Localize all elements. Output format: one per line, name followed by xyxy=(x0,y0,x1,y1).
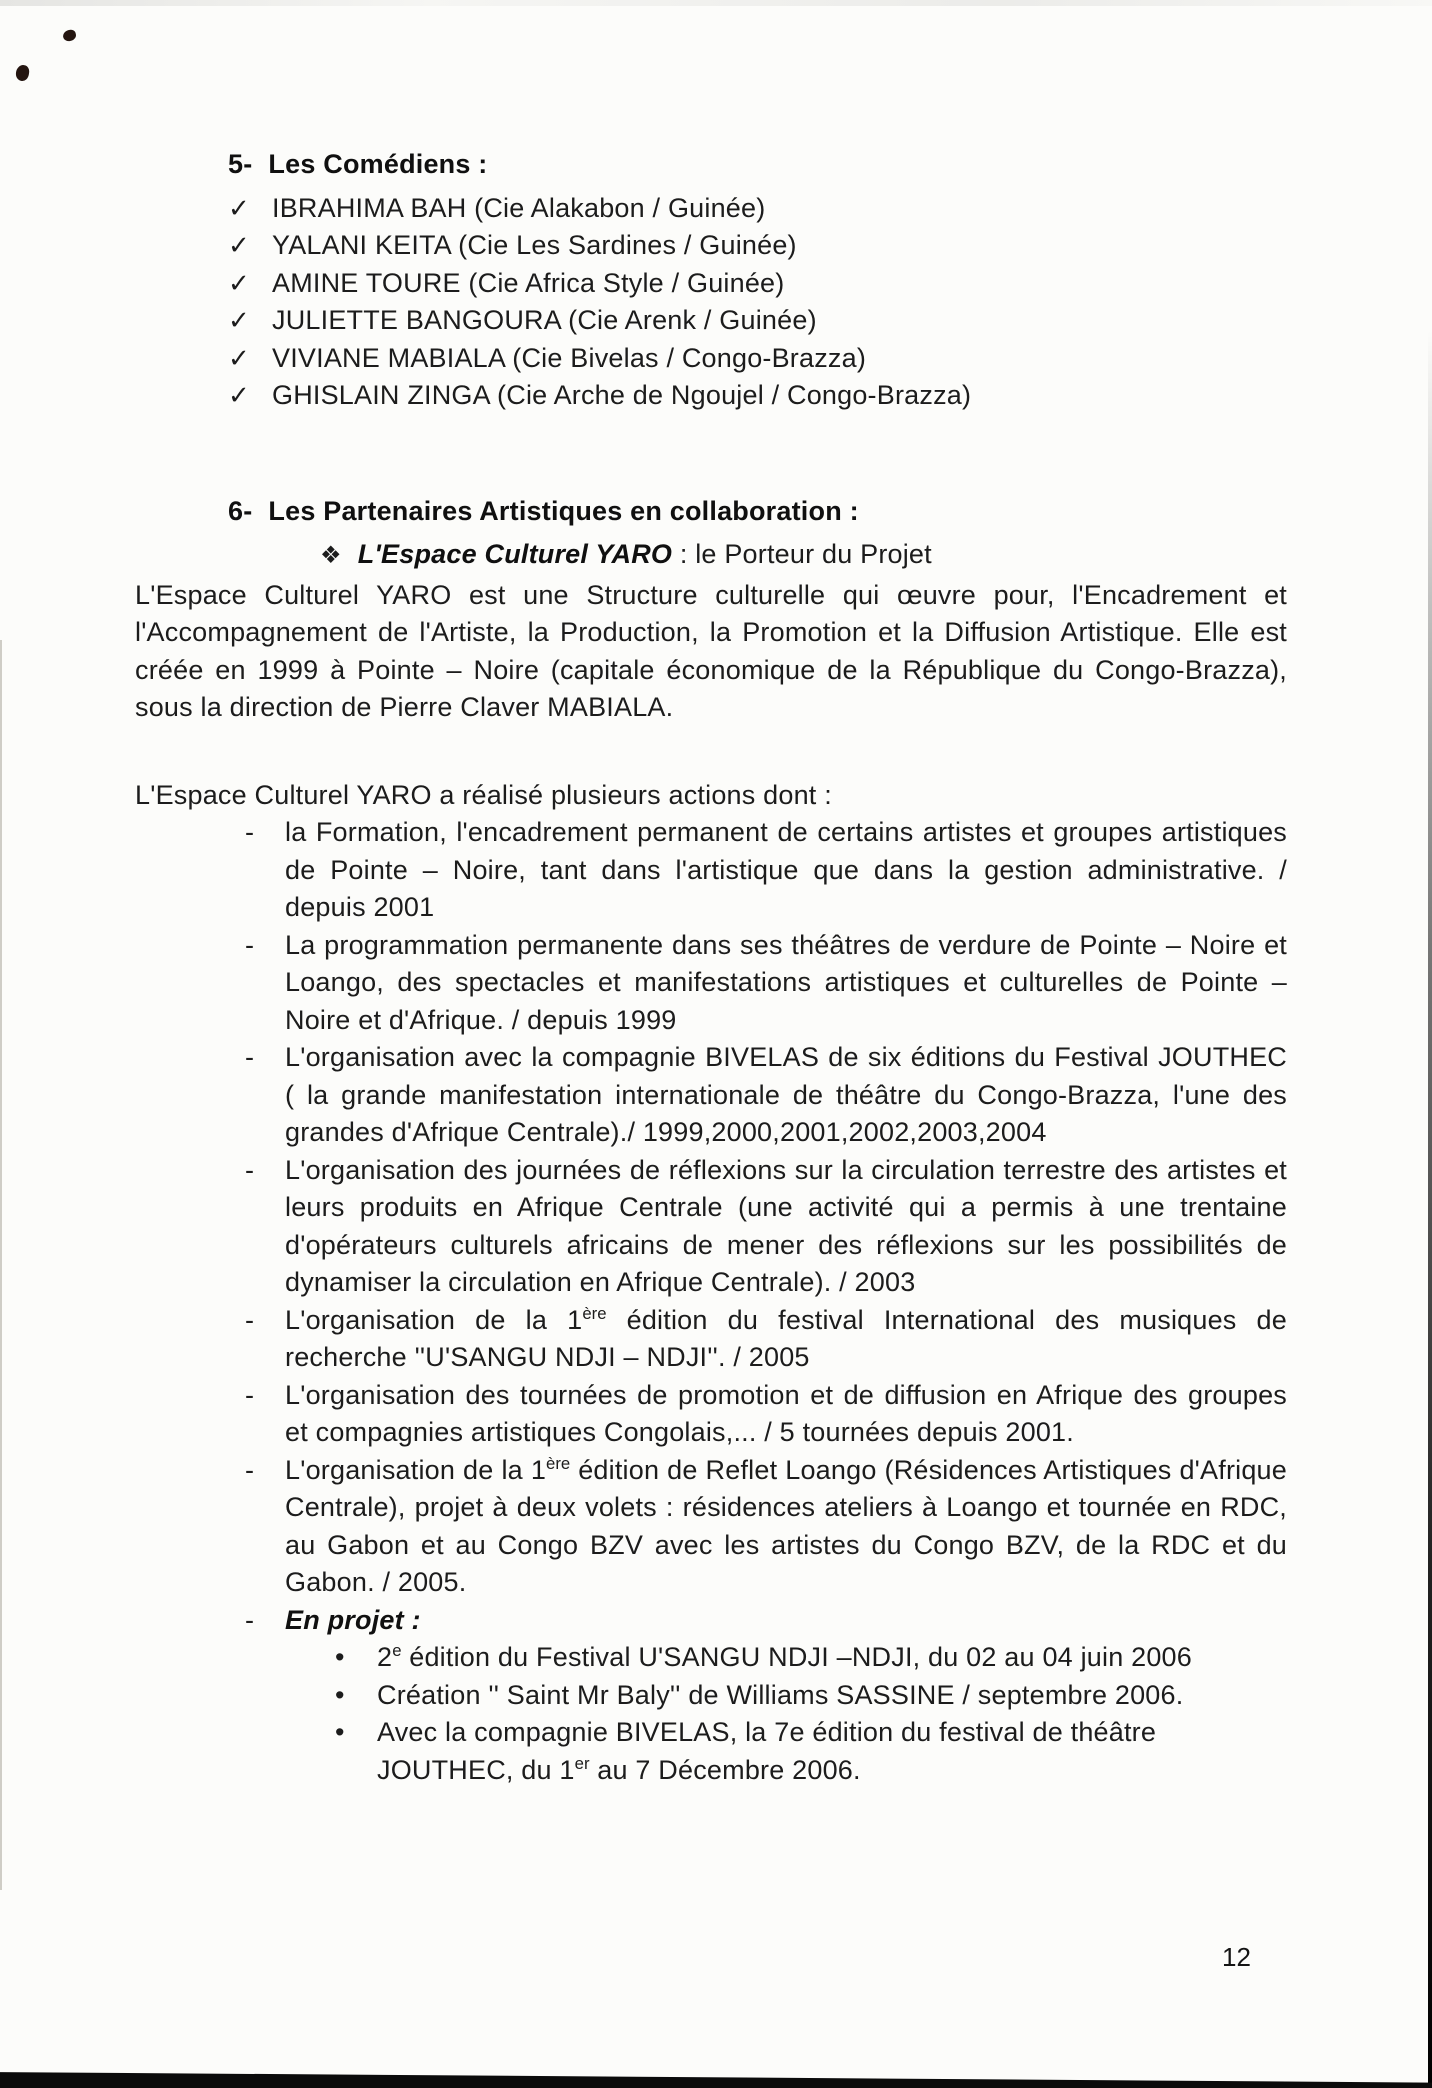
porteur-label: L'Espace Culturel YARO xyxy=(357,539,673,569)
checkmark-icon: ✓ xyxy=(228,305,250,335)
list-item xyxy=(228,265,1287,303)
dash-bullet-icon: - xyxy=(245,1304,255,1335)
checkmark-icon: ✓ xyxy=(228,342,250,373)
paragraph: L'Espace Culturel YARO est une Structure culturelle qui œuvre pour, l'Encadrement et l'Accompagnement de l'Artiste, la Production, la Promotion et la Diffusion Artistique. Elle est créée en 1999 à Pointe – Noire (capitale économique de la République du Congo-Brazza), sous la direction de Pierre Claver MABIALA. xyxy=(135,579,1287,722)
projet-text: Création '' Saint Mr Baly'' de Williams SASSINE / septembre 2006. xyxy=(377,1679,1184,1710)
dash-bullet-icon: - xyxy=(245,1042,255,1072)
comedian-name: GHISLAIN ZINGA (Cie Arche de Ngoujel / Congo-Brazza) xyxy=(272,380,972,410)
projet-text: 2e édition du Festival U'SANGU NDJI –NDJI, du 02 au 04 juin 2006 xyxy=(377,1641,1192,1672)
porteur-line xyxy=(320,536,1287,575)
dot-bullet-icon: • xyxy=(335,1679,345,1710)
section5-heading xyxy=(228,146,1287,184)
dash-bullet-icon: - xyxy=(245,1454,255,1485)
action-text: L'organisation de la 1ère édition de Reflet Loango (Résidences Artistiques d'Afrique Centrale), projet à deux volets : résidences ateliers à Loango et tournée en RDC, au Gabon et au Congo BZV avec les artistes du Congo BZV, de la RDC et du Gabon. / 2005. xyxy=(285,1453,1287,1597)
comedian-name: JULIETTE BANGOURA (Cie Arenk / Guinée) xyxy=(272,305,817,335)
action-text: L'organisation des journées de réflexions sur la circulation terrestre des artistes et leurs produits en Afrique Centrale (une activité qui a permis à une trentaine d'opérateurs culturels africains de mener des réflexions sur les possibilités de dynamiser la circulation en Afrique Centrale). / 2003 xyxy=(285,1154,1287,1297)
list-item xyxy=(228,190,1287,228)
dash-bullet-icon: - xyxy=(245,1379,255,1410)
action-text: la Formation, l'encadrement permanent de certains artistes et groupes artistiques de Pointe – Noire, tant dans l'artistique que dans la gestion administrative. / depuis 2001 xyxy=(285,817,1287,922)
scan-speck xyxy=(62,29,77,43)
list-item xyxy=(245,927,1287,1040)
comedian-name: IBRAHIMA BAH (Cie Alakabon / Guinée) xyxy=(272,192,766,223)
porteur-rest: : le Porteur du Projet xyxy=(672,539,932,569)
list-item xyxy=(245,1602,1287,1640)
action-text: L'organisation des tournées de promotion et de diffusion en Afrique des groupes et compagnies artistiques Congolais,... / 5 tournées depuis 2001. xyxy=(285,1379,1287,1447)
section5-title: Les Comédiens : xyxy=(268,149,488,179)
scan-top-edge xyxy=(0,0,1432,6)
action-text: La programmation permanente dans ses théâtres de verdure de Pointe – Noire et Loango, des spectacles et manifestations artistiques et culturelles de Pointe – Noire et d'Afrique. / depuis 1999 xyxy=(285,929,1287,1035)
en-projet-label: En projet : xyxy=(285,1604,421,1635)
list-item xyxy=(245,1452,1287,1602)
list-item xyxy=(335,1677,1287,1715)
document-content xyxy=(135,146,1287,1789)
action-text: L'organisation de la 1ère édition du festival International des musiques de recherche ''U'SANGU NDJI – NDJI''. / 2005 xyxy=(285,1303,1287,1372)
actions-intro: L'Espace Culturel YARO a réalisé plusieurs actions dont : xyxy=(135,779,832,810)
list-item xyxy=(335,1639,1287,1677)
scan-speck xyxy=(15,64,30,82)
diamond-bullet-icon: ❖ xyxy=(320,542,342,569)
dash-bullet-icon: - xyxy=(245,1154,255,1185)
list-item xyxy=(335,1714,1287,1789)
checkmark-icon: ✓ xyxy=(228,192,250,223)
checkmark-icon: ✓ xyxy=(228,230,250,260)
list-item xyxy=(228,377,1287,415)
dot-bullet-icon: • xyxy=(335,1642,345,1672)
dash-bullet-icon: - xyxy=(245,817,255,847)
list-item xyxy=(245,1152,1287,1302)
scan-right-edge xyxy=(1428,330,1432,2088)
section6-heading xyxy=(228,493,1287,531)
list-item xyxy=(245,814,1287,927)
section6-number: 6- xyxy=(228,495,253,526)
list-item xyxy=(228,340,1287,378)
comedian-name: YALANI KEITA (Cie Les Sardines / Guinée) xyxy=(272,230,797,260)
dash-bullet-icon: - xyxy=(245,1604,255,1635)
checkmark-icon: ✓ xyxy=(228,267,250,298)
actions-list xyxy=(135,814,1287,1639)
list-item xyxy=(245,1302,1287,1377)
projet-text: Avec la compagnie BIVELAS, la 7e édition du festival de théâtre JOUTHEC, du 1er au 7 Décembre 2006. xyxy=(377,1717,1157,1785)
list-item xyxy=(245,1039,1287,1152)
section6-title: Les Partenaires Artistiques en collaboration : xyxy=(268,495,859,526)
scan-left-edge xyxy=(0,640,2,1890)
scan-bottom-edge xyxy=(0,2072,1432,2088)
action-text: L'organisation avec la compagnie BIVELAS de six éditions du Festival JOUTHEC ( la grande manifestation internationale de théâtre du Congo-Brazza, l'une des grandes d'Afrique Centrale)./ 1999,2000,2001,2002,2003,2004 xyxy=(285,1042,1287,1147)
en-projet-list xyxy=(135,1639,1287,1789)
dot-bullet-icon: • xyxy=(335,1717,345,1747)
dash-bullet-icon: - xyxy=(245,929,255,960)
section5-number: 5- xyxy=(228,149,253,179)
comedian-name: AMINE TOURE (Cie Africa Style / Guinée) xyxy=(272,267,785,298)
list-item xyxy=(228,302,1287,340)
comedians-list xyxy=(228,190,1287,415)
page-number: 12 xyxy=(1222,1942,1251,1972)
checkmark-icon: ✓ xyxy=(228,380,250,410)
list-item xyxy=(245,1377,1287,1452)
list-item xyxy=(228,227,1287,265)
comedian-name: VIVIANE MABIALA (Cie Bivelas / Congo-Brazza) xyxy=(272,342,867,373)
